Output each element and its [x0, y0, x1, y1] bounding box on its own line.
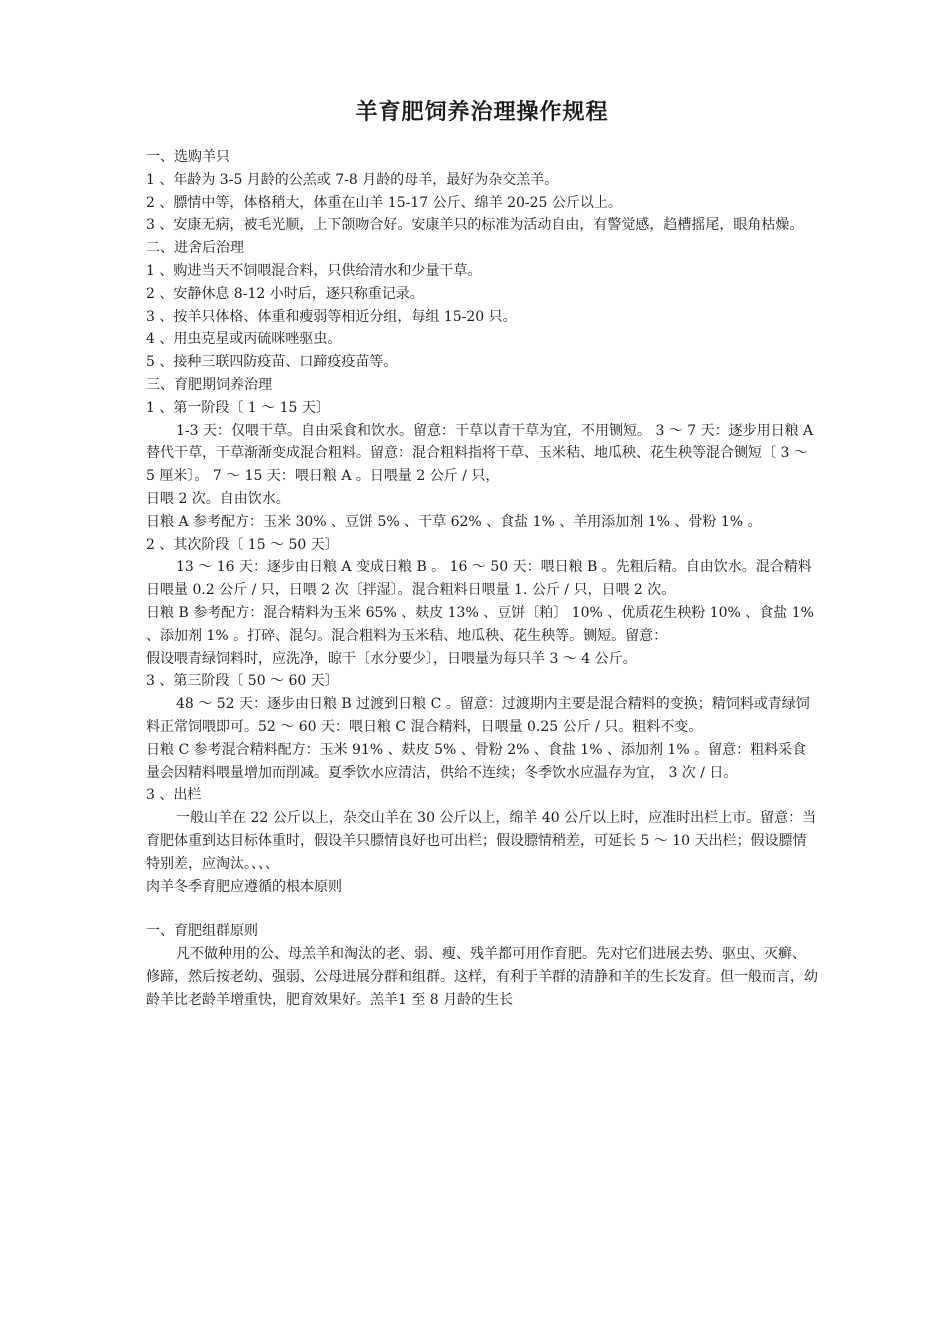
paragraph: 假设喂青绿饲料时，应洗净，晾干〔水分要少〕，日喂量为每只羊 3 ～ 4 公斤。 — [146, 650, 637, 667]
blank-line — [146, 898, 818, 920]
document-page — [146, 98, 818, 1011]
list-item: 2 、膘情中等，体格稍大，体重在山羊 15-17 公斤、绵羊 20-25 公斤以上。 — [146, 194, 622, 211]
stage-heading: 1 、第一阶段〔 1 ～ 15 天〕 — [146, 399, 330, 416]
stage-heading: 2 、其次阶段〔 15 ～ 50 天〕 — [146, 536, 339, 553]
list-item: 1 、购进当天不饲喂混合料，只供给清水和少量干草。 — [146, 262, 482, 279]
list-item: 2 、安静休息 8-12 小时后，逐只称重记录。 — [146, 285, 424, 302]
list-item: 1 、年龄为 3-5 月龄的公羔或 7-8 月龄的母羊，最好为杂交羔羊。 — [146, 171, 559, 188]
section-heading: 三、育肥期饲养治理 — [146, 376, 272, 393]
paragraph: 一般山羊在 22 公斤以上，杂交山羊在 30 公斤以上，绵羊 40 公斤以上时，应准时出栏上市。留意：当育肥体重到达目标体重时，假设羊只膘情良好也可出栏；假设膘情稍差，可延长 5 ～ 10 天出栏；假设膘情特别差，应淘汰。、、、 — [146, 810, 817, 872]
formula-paragraph: 日粮 B 参考配方：混合精料为玉米 65% 、麸皮 13% 、豆饼〔粕〕 10% 、优质花生秧粉 10% 、食盐 1% 、添加剂 1% 。打碎、混匀。混合粗料为玉米秸、地瓜秧、花生秧等。铡短。留意： — [146, 604, 819, 644]
formula-paragraph: 日粮 C 参考混合精料配方：玉米 91% 、麸皮 5% 、骨粉 2% 、食盐 1% 、添加剂 1% 。留意：粗料采食量会因精料喂量增加而削减。夏季饮水应清洁，供给不连续；冬季饮水应温存为宜， 3 次 / 日。 — [146, 741, 807, 781]
formula-paragraph: 日粮 A 参考配方：玉米 30% 、豆饼 5% 、干草 62% 、食盐 1% 、羊用添加剂 1% 、骨粉 1% 。 — [146, 513, 762, 530]
list-item: 3 、安康无病，被毛光顺，上下颌吻合好。安康羊只的标准为活动自由，有警觉感，趋槽摇尾，眼角枯燥。 — [146, 217, 804, 234]
paragraph: 凡不做种用的公、母羔羊和淘汰的老、弱、瘦、残羊都可用作育肥。先对它们进展去势、驱虫、灭癣、修蹄，然后按老幼、强弱、公母进展分群和组群。这样，有利于羊群的清静和羊的生长发育。但一般而言，幼龄羊比老龄羊增重快，肥育效果好。羔羊1 至 8 月龄的生长 — [146, 946, 818, 1008]
stage-heading: 3 、第三阶段〔 50 ～ 60 天〕 — [146, 673, 339, 690]
paragraph: 1-3 天：仅喂干草。自由采食和饮水。留意：干草以青干草为宜，不用铡短。 3 ～ 7 天：逐步用日粮 A 替代干草，干草渐渐变成混合粗料。留意：混合粗料指将干草、玉米秸、地瓜秧、花生秧等混合铡短〔 3 ～ 5 厘米〕。 7 ～ 15 天：喂日粮 A 。日喂量 2 公斤 / 只， — [146, 422, 818, 485]
paragraph: 日喂 2 次。自由饮水。 — [146, 490, 290, 507]
section-heading: 一、育肥组群原则 — [146, 923, 258, 940]
section-heading: 一、选购羊只 — [146, 149, 230, 165]
list-item: 5 、接种三联四防疫苗、口蹄疫疫苗等。 — [146, 354, 398, 371]
list-item: 3 、按羊只体格、体重和瘦弱等相近分组，每组 15-20 只。 — [146, 308, 517, 325]
document-title: 羊育肥饲养治理操作规程 — [355, 100, 609, 125]
paragraph: 48 ～ 52 天：逐步由日粮 B 过渡到日粮 C 。留意：过渡期内主要是混合精料的变换；精饲料或青绿饲料正常饲喂即可。52 ～ 60 天：喂日粮 C 混合精料，日喂量 0.25 公斤 / 只。粗料不变。 — [146, 696, 810, 735]
section-heading: 二、进舍后治理 — [146, 240, 244, 257]
subtitle: 肉羊冬季育肥应遵循的根本原则 — [146, 878, 342, 895]
list-item: 4 、用虫克星或丙硫咪唑驱虫。 — [146, 331, 342, 348]
paragraph: 13 ～ 16 天：逐步由日粮 A 变成日粮 B 。 16 ～ 50 天：喂日粮 B 。先粗后精。自由饮水。混合精料日喂量 0.2 公斤 / 只，日喂 2 次〔拌湿〕。混合粗料日喂量 1. 公斤 / 只，日喂 2 次。 — [146, 559, 812, 599]
stage-heading: 3 、出栏 — [146, 787, 202, 804]
